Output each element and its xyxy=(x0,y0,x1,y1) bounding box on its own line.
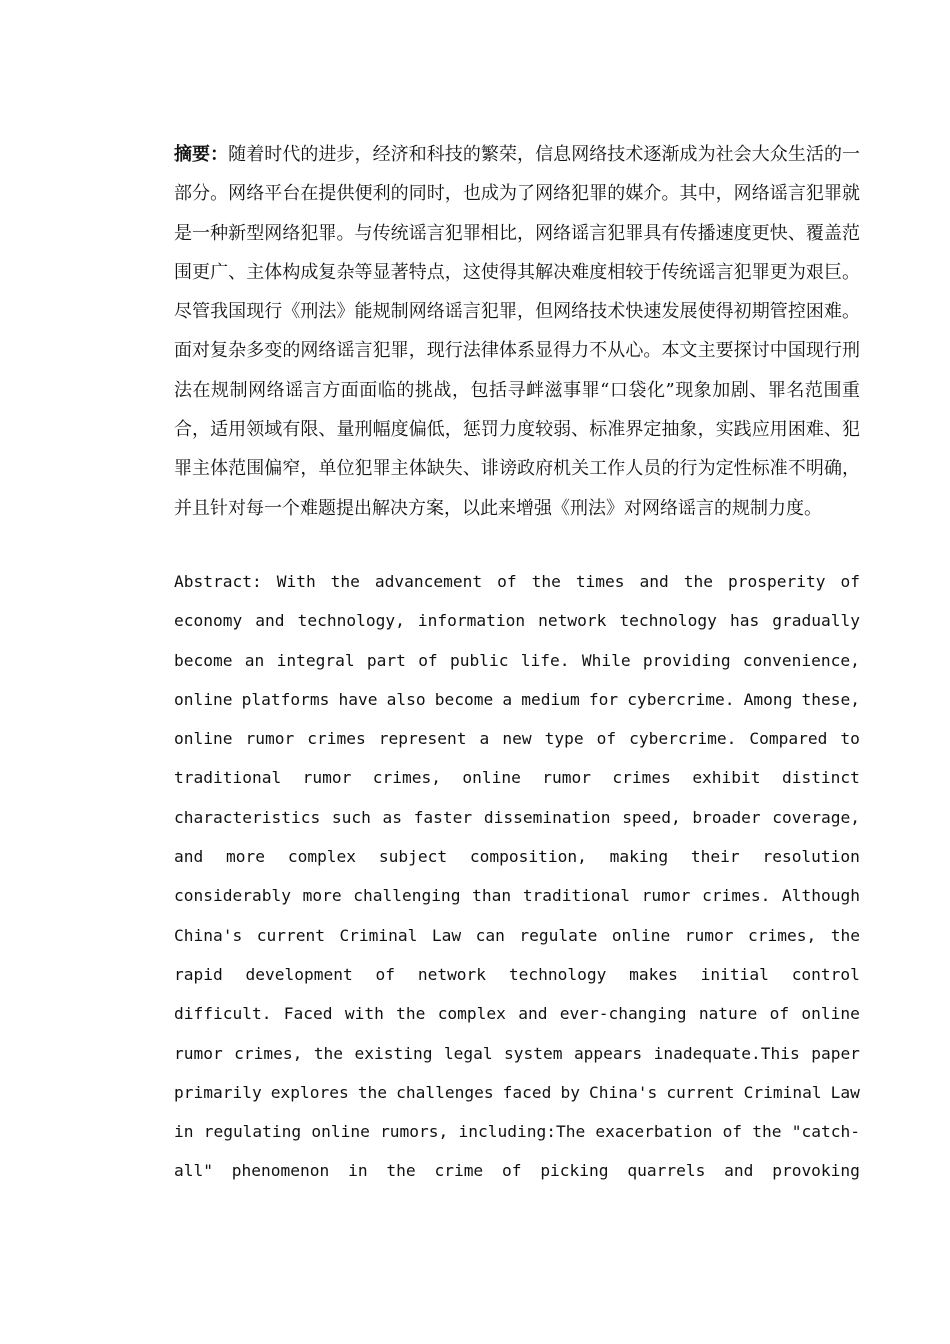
english-abstract-line xyxy=(174,955,860,994)
english-abstract-word: complex xyxy=(437,1004,506,1024)
english-abstract-word: including:The xyxy=(458,1122,586,1142)
english-abstract-word: dissemination xyxy=(483,807,611,827)
english-abstract-line xyxy=(174,798,860,837)
english-abstract-word: new xyxy=(502,729,532,749)
english-abstract-word: regulate xyxy=(519,925,598,945)
english-abstract-word: Law xyxy=(431,925,462,945)
english-abstract-word: the xyxy=(830,925,860,945)
english-abstract-word: China's xyxy=(589,1082,658,1102)
english-abstract-word: of xyxy=(502,1161,522,1181)
english-abstract-word: as xyxy=(382,807,403,827)
english-abstract-word: of xyxy=(769,1004,790,1024)
english-abstract-word: current xyxy=(666,1082,735,1102)
english-abstract-word: such xyxy=(331,807,371,827)
english-abstract-word: broader xyxy=(692,807,761,827)
english-abstract-word: provoking xyxy=(772,1161,860,1181)
english-abstract-word: exacerbation xyxy=(595,1122,713,1142)
english-abstract-word: difficult. xyxy=(174,1004,272,1024)
english-abstract-word: rapid xyxy=(174,964,223,984)
chinese-abstract xyxy=(174,135,860,528)
english-abstract-word: more xyxy=(226,847,266,867)
english-abstract-word: Law xyxy=(830,1082,860,1102)
english-abstract-line xyxy=(174,719,860,758)
english-abstract-word: the xyxy=(683,572,714,591)
english-abstract-word: prosperity xyxy=(728,572,826,591)
english-abstract-word: online xyxy=(462,768,521,788)
english-abstract-word: picking xyxy=(540,1161,609,1181)
english-abstract-word: paper xyxy=(811,1043,860,1063)
english-abstract-word: advancement xyxy=(374,572,483,591)
english-abstract-word: Criminal xyxy=(339,925,418,945)
english-abstract-word: regulating xyxy=(203,1122,302,1142)
english-abstract-line xyxy=(174,680,860,719)
english-abstract-word: faced xyxy=(502,1082,552,1102)
english-abstract-word: become xyxy=(174,650,233,670)
chinese-abstract-text: 随着时代的进步，经济和科技的繁荣，信息网络技术逐渐成为社会大众生活的一部分。网络平台在提供便利的同时，也成为了网络犯罪的媒介。其中，网络谣言犯罪就是一种新型网络犯罪。与传统谣言犯罪相比，网络谣言犯罪具有传播速度更快、覆盖范围更广、主体构成复杂等显著特点，这使得其解决难度相较于传统谣言犯罪更为艰巨。尽管我国现行《刑法》能规制网络谣言犯罪，但网络技术快速发展使得初期管控困难。面对复杂多变的网络谣言犯罪，现行法律体系显得力不从心。本文主要探讨中国现行刑法在规制网络谣言方面面临的挑战，包括寻衅滋事罪“口袋化”现象加剧、罪名范围重合，适用领域有限、量刑幅度偏低，惩罚力度较弱、标准界定抽象，实践应用困难、犯罪主体范围偏窄，单位犯罪主体缺失、诽谤政府机关工作人员的行为定性标准不明确，并且针对每一个难题提出解决方案，以此来增强《刑法》对网络谣言的规制力度。 xyxy=(174,144,861,519)
english-abstract-word: all" xyxy=(174,1161,213,1181)
english-abstract-word: faster xyxy=(413,807,473,827)
english-abstract-word: the xyxy=(531,572,561,591)
english-abstract-word: current xyxy=(256,925,325,945)
english-abstract-word: online xyxy=(801,1004,860,1024)
english-abstract-line xyxy=(174,1112,860,1151)
english-abstract-word: technology xyxy=(619,611,717,631)
english-abstract-word: "catch- xyxy=(791,1122,860,1142)
english-abstract-word: medium xyxy=(521,689,580,709)
english-abstract-word: traditional xyxy=(174,768,282,788)
english-abstract-word: the xyxy=(313,1043,344,1063)
english-abstract-line xyxy=(174,994,860,1033)
english-abstract-word: rumor xyxy=(542,768,592,788)
english-abstract-word: online xyxy=(174,689,233,709)
english-abstract-word: have xyxy=(338,689,378,709)
english-abstract-word: information xyxy=(417,611,526,631)
english-abstract-word: rumors, xyxy=(380,1122,449,1142)
english-abstract-word: complex xyxy=(287,847,357,867)
english-abstract-word: rumor xyxy=(302,768,352,788)
english-abstract-word: for xyxy=(588,689,619,709)
english-abstract-word: China's xyxy=(174,925,243,945)
english-abstract-word: of xyxy=(596,729,617,749)
english-abstract-word: public xyxy=(450,650,509,670)
english-abstract-word: traditional xyxy=(522,886,631,906)
english-abstract-word: technology xyxy=(508,964,607,984)
english-abstract-word: challenging xyxy=(353,886,461,906)
english-abstract-word: rumor xyxy=(245,729,295,749)
english-abstract-word: life. xyxy=(520,650,570,670)
english-abstract-word: subject xyxy=(378,847,448,867)
english-abstract-word: challenges xyxy=(396,1082,494,1102)
english-abstract-word: the xyxy=(396,1004,426,1024)
english-abstract-word: considerably xyxy=(174,886,291,906)
english-abstract-word: part xyxy=(366,650,406,670)
english-abstract-word: times xyxy=(575,572,625,591)
english-abstract-word: existing xyxy=(354,1043,433,1063)
english-abstract-word: gradually xyxy=(772,611,860,631)
english-abstract-word: of xyxy=(497,572,517,591)
english-abstract-word: integral xyxy=(276,650,355,670)
english-abstract-line xyxy=(174,1034,860,1073)
english-abstract-line xyxy=(174,1073,860,1112)
english-abstract-word: speed, xyxy=(622,807,681,827)
english-abstract-line xyxy=(174,641,860,680)
english-abstract-word: of xyxy=(840,572,860,591)
english-abstract-word: composition, xyxy=(469,847,587,867)
english-abstract-word: distinct xyxy=(781,768,860,788)
english-abstract-word: Compared xyxy=(749,729,828,749)
english-abstract-word: the xyxy=(330,572,360,591)
english-abstract-word: With xyxy=(276,572,316,591)
english-abstract-word: than xyxy=(472,886,512,906)
english-abstract-word: ever-changing xyxy=(559,1004,687,1024)
english-abstract-word: and xyxy=(518,1004,548,1024)
english-abstract-line xyxy=(174,876,860,915)
english-abstract-word: Abstract: xyxy=(174,572,262,591)
english-abstract-word: rumor xyxy=(174,1043,223,1063)
english-abstract-word: Among xyxy=(743,689,793,709)
english-abstract-word: their xyxy=(690,847,740,867)
english-abstract-word: in xyxy=(174,1122,194,1142)
english-abstract-word: rumor xyxy=(684,925,734,945)
english-abstract-word: making xyxy=(609,847,669,867)
english-abstract-word: online xyxy=(611,925,671,945)
chinese-abstract-label: 摘要： xyxy=(174,144,229,165)
english-abstract-word: to xyxy=(840,729,860,749)
english-abstract-word: in xyxy=(348,1161,368,1181)
english-abstract-word: nature xyxy=(698,1004,758,1024)
english-abstract-word: appears xyxy=(573,1043,643,1063)
english-abstract-word: Faced xyxy=(283,1004,333,1024)
english-abstract-word: by xyxy=(560,1082,580,1102)
english-abstract-word: and xyxy=(724,1161,754,1181)
english-abstract-word: the xyxy=(386,1161,416,1181)
english-abstract-word: network xyxy=(538,611,607,631)
english-abstract-word: Although xyxy=(782,886,860,906)
english-abstract-word: development xyxy=(245,964,353,984)
english-abstract-word: While xyxy=(581,650,631,670)
english-abstract-word: crimes. xyxy=(702,886,771,906)
english-abstract-word: initial xyxy=(700,964,769,984)
english-abstract-word: an xyxy=(244,650,265,670)
english-abstract-word: of xyxy=(418,650,438,670)
english-abstract-word: crimes xyxy=(307,729,366,749)
english-abstract-word: characteristics xyxy=(174,807,321,827)
english-abstract-word: of xyxy=(722,1122,743,1142)
english-abstract-word: cybercrime. xyxy=(627,689,735,709)
english-abstract-word: has xyxy=(729,611,760,631)
english-abstract-word: online xyxy=(311,1122,370,1142)
english-abstract-word: quarrels xyxy=(627,1161,706,1181)
english-abstract-word: the xyxy=(357,1082,388,1102)
english-abstract xyxy=(174,562,860,1191)
english-abstract-word: exhibit xyxy=(692,768,761,788)
english-abstract-line xyxy=(174,837,860,876)
english-abstract-word: cybercrime. xyxy=(629,729,737,749)
english-abstract-word: rumor xyxy=(641,886,691,906)
english-abstract-word: control xyxy=(791,964,860,984)
english-abstract-word: and xyxy=(255,611,285,631)
english-abstract-word: legal xyxy=(443,1043,493,1063)
english-abstract-word: technology, xyxy=(297,611,405,631)
english-abstract-word: and xyxy=(174,847,204,867)
english-abstract-word: represent xyxy=(378,729,467,749)
english-abstract-word: become xyxy=(434,689,494,709)
english-abstract-word: system xyxy=(504,1043,563,1063)
english-abstract-word: with xyxy=(344,1004,384,1024)
english-abstract-word: platforms xyxy=(241,689,330,709)
english-abstract-word: online xyxy=(174,729,233,749)
english-abstract-word: economy xyxy=(174,611,243,631)
english-abstract-line xyxy=(174,758,860,797)
english-abstract-word: coverage, xyxy=(772,807,860,827)
english-abstract-word: resolution xyxy=(762,847,860,867)
english-abstract-line xyxy=(174,916,860,955)
english-abstract-word: the xyxy=(752,1122,782,1142)
english-abstract-line xyxy=(174,562,860,601)
english-abstract-word: network xyxy=(417,964,487,984)
english-abstract-line xyxy=(174,1151,860,1190)
english-abstract-word: of xyxy=(375,964,396,984)
english-abstract-word: phenomenon xyxy=(231,1161,330,1181)
english-abstract-word: makes xyxy=(629,964,678,984)
english-abstract-word: primarily xyxy=(174,1082,262,1102)
english-abstract-word: explores xyxy=(270,1082,349,1102)
english-abstract-word: Criminal xyxy=(743,1082,822,1102)
english-abstract-word: can xyxy=(475,925,505,945)
english-abstract-word: providing xyxy=(642,650,731,670)
english-abstract-word: type xyxy=(544,729,584,749)
english-abstract-word: and xyxy=(639,572,669,591)
english-abstract-word: also xyxy=(386,689,426,709)
english-abstract-word: more xyxy=(302,886,342,906)
english-abstract-word: convenience, xyxy=(742,650,860,670)
english-abstract-word: crimes, xyxy=(748,925,817,945)
english-abstract-word: crimes, xyxy=(234,1043,303,1063)
english-abstract-word: crimes, xyxy=(372,768,441,788)
english-abstract-word: these, xyxy=(801,689,860,709)
english-abstract-word: a xyxy=(479,729,490,749)
english-abstract-word: crime xyxy=(434,1161,484,1181)
english-abstract-word: crimes xyxy=(612,768,671,788)
english-abstract-line xyxy=(174,601,860,640)
english-abstract-word: inadequate.This xyxy=(653,1043,800,1063)
english-abstract-word: a xyxy=(502,689,513,709)
